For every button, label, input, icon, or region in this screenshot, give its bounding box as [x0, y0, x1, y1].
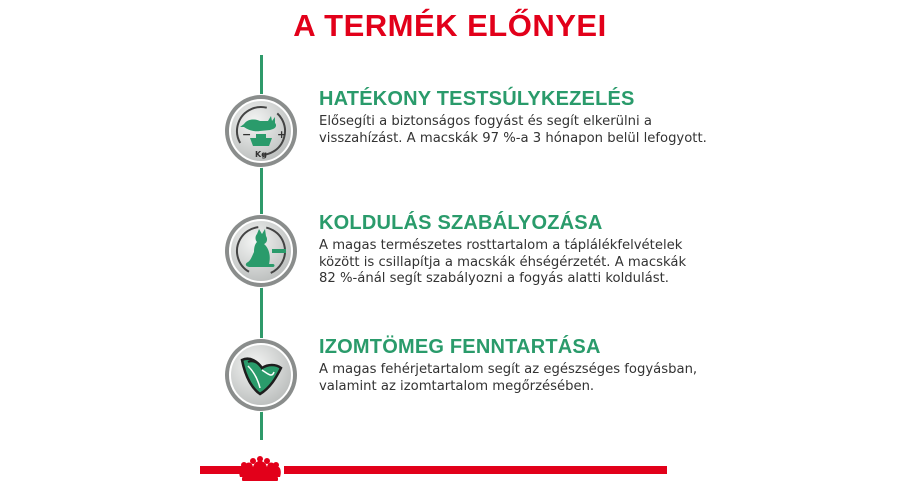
benefit-text-line: A magas természetes rosttartalom a táplálékfelvételek — [319, 238, 683, 253]
benefit-text-line: Elősegíti a biztonságos fogyást és segít elkerülni a — [319, 114, 652, 129]
benefit-title: HATÉKONY TESTSÚLYKEZELÉS — [319, 88, 635, 110]
kg-label: Kg — [255, 150, 267, 159]
benefit-text-line: visszahízást. A macskák 97 %-a 3 hónapon belül lefogyott. — [319, 130, 707, 146]
plus-sign: + — [277, 128, 287, 141]
benefit-description — [319, 114, 719, 147]
footer-divider-right — [284, 466, 667, 474]
minus-sign: − — [242, 128, 252, 141]
sitting-cat-icon — [224, 214, 298, 288]
benefit-text-line: valamint az izomtartalom megőrzésében. — [319, 378, 595, 394]
benefit-muscle-maintenance — [319, 336, 719, 395]
page-title: A TERMÉK ELŐNYEI — [293, 8, 607, 43]
benefit-title: IZOMTÖMEG FENNTARTÁSA — [319, 336, 601, 358]
benefit-text-line: A magas fehérjetartalom segít az egészséges fogyásban, — [319, 362, 698, 377]
benefit-text-line: között is csillapítja a macskák éhségérzetét. A macskák — [319, 254, 687, 270]
benefit-begging-control — [319, 212, 719, 288]
cat-weight-scale-icon — [224, 94, 298, 168]
benefit-title: KOLDULÁS SZABÁLYOZÁSA — [319, 212, 603, 234]
benefit-text-line: 82 %-ánál segít szabályozni a fogyás alatti koldulást. — [319, 271, 669, 286]
muscle-icon — [224, 338, 298, 412]
royal-canin-crown-logo — [234, 455, 286, 487]
benefit-weight-management — [319, 88, 719, 147]
benefit-description — [319, 362, 719, 395]
benefit-description — [319, 238, 719, 288]
